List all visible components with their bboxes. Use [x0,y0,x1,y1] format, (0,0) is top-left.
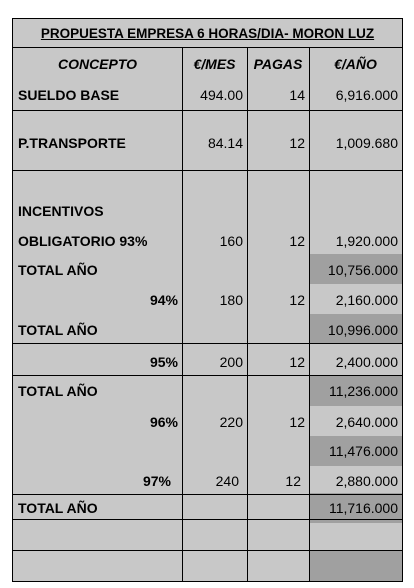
cell-ano-97: 2,880.000 [335,473,398,489]
row-label-total-3: TOTAL AÑO [18,383,98,399]
spreadsheet-table [12,18,403,582]
cell-ano-total-4: 11,476.000 [328,443,398,459]
total-highlight [310,550,402,581]
cell-ano-total-1: 10,756.000 [327,262,398,278]
header-concepto: CONCEPTO [57,56,138,72]
header-ano: €/AÑO [334,56,377,72]
cell-mes-97: 240 [215,473,239,489]
row-label-transporte: P.TRANSPORTE [18,135,126,151]
row-label-obligatorio: OBLIGATORIO 93% [18,233,148,249]
cell-pagas-97: 12 [285,473,301,489]
sheet-title: PROPUESTA EMPRESA 6 HORAS/DIA- MORON LUZ [40,25,375,41]
cell-ano-transporte: 1,009.680 [335,135,398,151]
cell-pagas-95: 12 [289,354,305,370]
header-mes: €/MES [193,56,236,72]
cell-pagas-sueldo: 14 [289,87,305,103]
cell-ano-94: 2,160.000 [335,292,398,308]
row-label-sueldo: SUELDO BASE [18,87,120,103]
cell-pagas-96: 12 [289,414,305,430]
cell-pagas-transporte: 12 [289,135,305,151]
row-label-total-5: TOTAL AÑO [18,500,98,516]
cell-mes-transporte: 84.14 [207,135,243,151]
row-label-94: 94% [149,292,178,308]
row-label-95: 95% [149,354,178,370]
row-label-total-2: TOTAL AÑO [18,322,98,338]
row-label-incentivos: INCENTIVOS [18,203,104,219]
cell-ano-96: 2,640.000 [335,414,398,430]
row-label-97: 97% [142,473,171,489]
cell-ano-total-5: 11,716.000 [328,500,398,516]
cell-pagas-obligatorio: 12 [289,233,305,249]
cell-ano-sueldo: 6,916.000 [335,87,398,103]
cell-ano-total-2: 10,996.000 [327,322,398,338]
header-pagas: PAGAS [253,56,303,72]
cell-mes-96: 220 [219,414,243,430]
cell-mes-94: 180 [219,292,243,308]
cell-ano-total-3: 11,236.000 [328,383,398,399]
cell-mes-obligatorio: 160 [219,233,243,249]
cell-pagas-94: 12 [289,292,305,308]
cell-mes-95: 200 [219,354,243,370]
row-label-96: 96% [149,414,178,430]
cell-ano-95: 2,400.000 [335,354,398,370]
cell-mes-sueldo: 494.00 [200,87,243,103]
cell-ano-obligatorio: 1,920.000 [335,233,398,249]
row-label-total-1: TOTAL AÑO [18,262,98,278]
